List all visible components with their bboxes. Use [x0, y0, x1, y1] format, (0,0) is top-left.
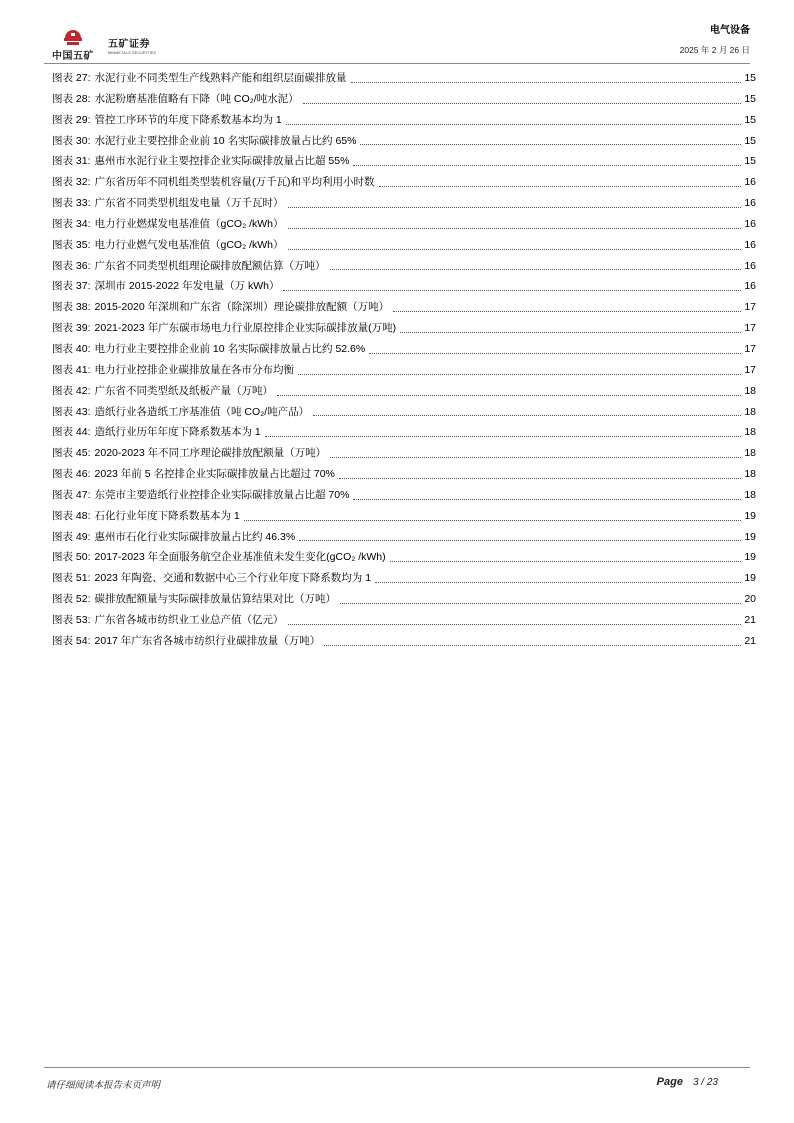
toc-entry[interactable]	[52, 381, 756, 402]
toc-entry-page: 20	[744, 593, 756, 606]
toc-entry[interactable]	[52, 485, 756, 506]
header-divider	[44, 63, 750, 64]
toc-entry-title: 广东省不同类型纸及纸板产量（万吨）	[94, 384, 274, 397]
toc-entry-number: 图表 47:	[52, 488, 91, 501]
toc-entry[interactable]	[52, 89, 756, 110]
toc-entry[interactable]	[52, 214, 756, 235]
toc-entry[interactable]	[52, 506, 756, 527]
toc-entry-number: 图表 48:	[52, 509, 91, 522]
toc-entry-title: 电力行业燃气发电基准值（gCO₂ /kWh）	[94, 238, 284, 251]
toc-entry-number: 图表 49:	[52, 530, 91, 543]
toc-dot-leader	[369, 352, 741, 354]
toc-entry-title: 2020-2023 年不同工序理论碳排放配额量（万吨）	[94, 447, 327, 460]
toc-entry-page: 16	[744, 238, 756, 251]
china-minmetals-logo-icon	[62, 26, 84, 46]
toc-entry-page: 17	[744, 322, 756, 335]
toc-entry-title: 2017-2023 年全面服务航空企业基准值未发生变化(gCO₂ /kWh)	[94, 551, 386, 564]
toc-entry-page: 16	[744, 176, 756, 189]
minmetals-securities-logo-subtext: MINMETALS SECURITIES	[108, 51, 157, 55]
toc-entry-page: 17	[744, 363, 756, 376]
report-sector: 电气设备	[710, 25, 750, 36]
toc-entry-number: 图表 36:	[52, 259, 91, 272]
toc-entry-page: 15	[744, 92, 756, 105]
toc-entry-page: 17	[744, 342, 756, 355]
toc-entry-page: 15	[744, 134, 756, 147]
minmetals-securities-logo-text: 五矿证券	[108, 39, 150, 50]
toc-entry[interactable]	[52, 68, 756, 89]
toc-dot-leader	[330, 456, 741, 458]
toc-entry-page: 18	[744, 468, 756, 481]
toc-dot-leader	[360, 143, 741, 145]
toc-entry-title: 电力行业主要控排企业前 10 名实际碳排放量占比约 52.6%	[94, 342, 366, 355]
toc-entry-title: 电力行业控排企业碳排放量在各市分布均衡	[94, 363, 295, 376]
toc-entry-number: 图表 53:	[52, 613, 91, 626]
toc-entry-page: 15	[744, 72, 756, 84]
toc-entry-number: 图表 27:	[52, 72, 91, 84]
toc-dot-leader	[379, 185, 742, 187]
toc-entry-page: 18	[744, 384, 756, 397]
toc-dot-leader	[375, 581, 741, 583]
toc-entry-title: 2017 年广东省各城市纺织行业碳排放量（万吨）	[94, 634, 321, 647]
toc-entry[interactable]	[52, 568, 756, 589]
toc-entry-number: 图表 40:	[52, 342, 91, 355]
toc-entry-title: 碳排放配额量与实际碳排放量估算结果对比（万吨）	[94, 593, 337, 606]
toc-entry-number: 图表 34:	[52, 217, 91, 230]
toc-entry-title: 造纸行业历年年度下降系数基本为 1	[94, 426, 261, 439]
toc-entry-title: 造纸行业各造纸工序基准值（吨 CO₂/吨产品）	[94, 405, 310, 418]
toc-entry-page: 21	[744, 613, 756, 626]
toc-entry-number: 图表 46:	[52, 468, 91, 481]
toc-entry[interactable]	[52, 318, 756, 339]
toc-dot-leader	[313, 414, 741, 416]
toc-dot-leader	[340, 602, 741, 604]
toc-entry-title: 2023 年陶瓷、交通和数据中心三个行业年度下降系数均为 1	[94, 572, 372, 585]
toc-entry[interactable]	[52, 276, 756, 297]
toc-dot-leader	[244, 519, 742, 521]
toc-entry-number: 图表 54:	[52, 634, 91, 647]
toc-entry-number: 图表 35:	[52, 238, 91, 251]
toc-entry-title: 惠州市水泥行业主要控排企业实际碳排放量占比超 55%	[94, 155, 350, 168]
toc-dot-leader	[400, 331, 741, 333]
page-number: 3 / 23	[692, 1077, 718, 1088]
toc-entry-title: 2015-2020 年深圳和广东省（除深圳）理论碳排放配额（万吨）	[94, 301, 390, 314]
toc-entry[interactable]	[52, 443, 756, 464]
toc-entry-number: 图表 52:	[52, 593, 91, 606]
toc-dot-leader	[288, 206, 742, 208]
toc-dot-leader	[288, 248, 742, 250]
toc-entry-number: 图表 28:	[52, 92, 91, 105]
toc-entry-page: 19	[744, 509, 756, 522]
toc-entry-title: 2021-2023 年广东碳市场电力行业原控排企业实际碳排放量(万吨)	[94, 322, 397, 335]
page-label: Page	[656, 1076, 683, 1088]
toc-entry[interactable]	[52, 193, 756, 214]
toc-entry-title: 东莞市主要造纸行业控排企业实际碳排放量占比超 70%	[94, 488, 350, 501]
toc-entry[interactable]	[52, 527, 756, 548]
toc-entry[interactable]	[52, 151, 756, 172]
toc-entry-number: 图表 30:	[52, 134, 91, 147]
toc-dot-leader	[303, 102, 742, 104]
toc-entry-number: 图表 31:	[52, 155, 91, 168]
toc-entry[interactable]	[52, 547, 756, 568]
toc-entry[interactable]	[52, 422, 756, 443]
toc-entry[interactable]	[52, 131, 756, 152]
toc-entry-title: 广东省各城市纺织业工业总产值（亿元）	[94, 613, 284, 626]
toc-entry-page: 17	[744, 301, 756, 314]
toc-entry-title: 石化行业年度下降系数基本为 1	[94, 509, 240, 522]
toc-entry-page: 18	[744, 488, 756, 501]
toc-dot-leader	[353, 498, 741, 500]
page-header	[0, 0, 794, 64]
figure-list	[52, 68, 756, 652]
toc-dot-leader	[353, 164, 741, 166]
toc-entry-title: 2023 年前 5 名控排企业实际碳排放量占比超过 70%	[94, 468, 335, 481]
toc-dot-leader	[277, 394, 741, 396]
toc-entry-page: 21	[744, 634, 756, 647]
toc-entry-number: 图表 33:	[52, 197, 91, 210]
toc-dot-leader	[351, 81, 742, 83]
toc-entry-number: 图表 45:	[52, 447, 91, 460]
toc-entry-page: 18	[744, 426, 756, 439]
toc-entry-number: 图表 39:	[52, 322, 91, 335]
toc-entry-page: 15	[744, 155, 756, 168]
toc-dot-leader	[283, 289, 741, 291]
toc-entry[interactable]	[52, 256, 756, 277]
toc-entry-title: 水泥行业主要控排企业前 10 名实际碳排放量占比约 65%	[94, 134, 357, 147]
toc-entry[interactable]	[52, 235, 756, 256]
toc-entry-page: 19	[744, 551, 756, 564]
toc-entry-page: 19	[744, 572, 756, 585]
toc-entry-page: 16	[744, 197, 756, 210]
toc-entry[interactable]	[52, 110, 756, 131]
toc-entry-page: 16	[744, 217, 756, 230]
toc-entry-number: 图表 29:	[52, 113, 91, 126]
toc-entry-title: 管控工序环节的年度下降系数基本均为 1	[94, 113, 282, 126]
minmetals-securities-logo	[108, 35, 156, 55]
toc-dot-leader	[299, 539, 741, 541]
toc-entry-page: 16	[744, 280, 756, 293]
header-meta	[680, 21, 750, 56]
toc-dot-leader	[288, 623, 742, 625]
toc-entry-number: 图表 41:	[52, 363, 91, 376]
report-date: 2025 年 2 月 26 日	[679, 45, 750, 55]
toc-entry-number: 图表 50:	[52, 551, 91, 564]
toc-dot-leader	[330, 268, 742, 270]
toc-dot-leader	[286, 123, 742, 125]
toc-entry-title: 广东省历年不同机组类型装机容量(万千瓦)和平均利用小时数	[94, 176, 375, 189]
toc-entry[interactable]	[52, 464, 756, 485]
footer-page	[657, 1076, 718, 1088]
toc-entry-number: 图表 42:	[52, 384, 91, 397]
toc-dot-leader	[298, 373, 741, 375]
china-minmetals-logo-text: 中国五矿	[52, 51, 94, 62]
toc-dot-leader	[393, 310, 741, 312]
toc-entry[interactable]	[52, 402, 756, 423]
toc-entry-number: 图表 44:	[52, 426, 91, 439]
toc-entry-title: 水泥粉磨基准值略有下降（吨 CO₂/吨水泥）	[94, 92, 299, 105]
toc-entry-number: 图表 37:	[52, 280, 91, 293]
toc-entry-title: 电力行业燃煤发电基准值（gCO₂ /kWh）	[94, 217, 284, 230]
toc-entry-page: 18	[744, 447, 756, 460]
toc-dot-leader	[265, 435, 742, 437]
toc-entry-title: 水泥行业不同类型生产线熟料产能和组织层面碳排放量	[94, 72, 347, 84]
toc-dot-leader	[339, 477, 741, 479]
toc-entry-page: 15	[744, 113, 756, 126]
footer-disclaimer: 请仔细阅读本报告末页声明	[46, 1080, 161, 1091]
toc-dot-leader	[390, 560, 742, 562]
toc-entry-title: 广东省不同类型机组发电量（万千瓦时）	[94, 197, 284, 210]
toc-entry[interactable]	[52, 297, 756, 318]
toc-entry-page: 19	[744, 530, 756, 543]
toc-entry-number: 图表 43:	[52, 405, 91, 418]
toc-entry[interactable]	[52, 339, 756, 360]
toc-entry-title: 惠州市石化行业实际碳排放量占比约 46.3%	[94, 530, 296, 543]
toc-dot-leader	[288, 227, 742, 229]
toc-entry-title: 广东省不同类型机组理论碳排放配额估算（万吨）	[94, 259, 326, 272]
china-minmetals-logo	[52, 26, 94, 62]
footer-divider	[44, 1067, 750, 1068]
toc-entry-page: 18	[744, 405, 756, 418]
toc-dot-leader	[324, 644, 741, 646]
toc-entry[interactable]	[52, 172, 756, 193]
toc-entry-number: 图表 51:	[52, 572, 91, 585]
toc-entry-number: 图表 38:	[52, 301, 91, 314]
toc-entry[interactable]	[52, 610, 756, 631]
toc-entry[interactable]	[52, 360, 756, 381]
toc-entry-title: 深圳市 2015-2022 年发电量（万 kWh）	[94, 280, 280, 293]
toc-entry[interactable]	[52, 631, 756, 652]
toc-entry-page: 16	[744, 259, 756, 272]
toc-entry[interactable]	[52, 589, 756, 610]
toc-entry-number: 图表 32:	[52, 176, 91, 189]
